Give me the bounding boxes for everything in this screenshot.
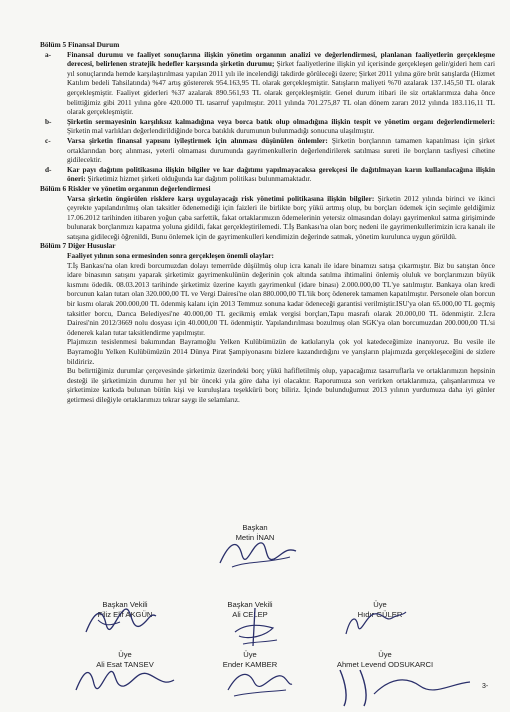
report-body <box>40 40 495 405</box>
member3-signature <box>220 662 296 702</box>
item-heading: Kar payı dağıtım politikasına ilişkin bilgiler ve kar dağıtımı yapılmayacaksa gerekçesi ile dağıtılmayan karın kullanılacağına ilişkin öneri: <box>67 164 495 184</box>
signer-title: Üye <box>118 650 132 659</box>
signer-title: Başkan <box>242 523 268 532</box>
section6-heading: Varsa şirketin öngörülen risklere karşı uygulayacağı risk yönetimi politikasına ilişkin bilgiler: <box>67 193 375 203</box>
item-heading: Şirketin sermayesinin karşılıksız kalmadığına veya borca batık olup olmadığına ilişkin tespit ve yönetim organı değerlendirmeleri: <box>67 116 495 126</box>
signer-title: Başkan Vekili <box>227 600 273 609</box>
item-label: d- <box>45 164 52 174</box>
section7-paragraph-1: T.İş Bankası'na olan kredi borcumuzdan dolayı temerrüde düşülmüş olup icra kanalı ile idare binamızı satışa çıkarmıştır. Biz bu satıştan önce idare binasının satışını yaparak şirketimiz gayrimenkulünün değerinin çok altında satılma ihtimalini önlemiş oluluk ve borçlarımızın büyük kısmını ödedik. 08.03.2013 tarihinde şirketimiz üzerine kayıtlı gayrimenkul (idare binası) 2.000.000,00 TL'ye satılmıştır. Bankaya olan kredi borcunun kalan tutarı olan 320.000,00 TL ve Vergi Dairesi'ne olan 880.000,00 TL'lik borç ödenerek tamamen kapatılmıştır. Personele olan borcun bir kısmı olarak 200.000,00 TL ödenmiş kalanı için 2013 Temmuz sonuna kadar ödeneceği garantisi verilmiştir.ISU'ya olan 65.000,00 TL geçmiş taksitler borcu, Darıca Belediyesi'ne 40.000,00 TL gecikmiş emlak vergisi borçları,Tapu masrafı olarak 20.000,00 TL ödenmiştir. 2.İcra Dairesi'nin 2012/3669 nolu dosyası için 40.000,00 TL ödenmiştir. Yapılandırılması bozulmuş olan SGK'ya olan borcumuzdan 200.000,00 TL'si ödenerek kalan tutar taksitlendirme yapılmıştır. <box>67 260 495 337</box>
vp1-signature <box>80 596 160 644</box>
item-label: a- <box>45 49 52 59</box>
signer-name: Metin İNAN <box>235 533 275 542</box>
section5-item-a <box>40 50 495 117</box>
section5-item-d <box>40 165 495 184</box>
member1-signature <box>340 604 410 644</box>
signer-title: Üye <box>373 600 387 609</box>
president-signature <box>212 533 302 575</box>
section6-title: Bölüm 6 Riskler ve yönetim organının değerlendirmesi <box>40 183 211 193</box>
section7-paragraph-2: Plajımızın tesislenmesi bakımından Bayramoğlu Yelken Kulübümüzün de katkılarıyla çok yol katedeceğimize inanıyoruz. Bu vesile ile Bayramoğlu Yelken Kulübümüzün 2014 Dünya Pirat Şampiyonasını bizlere kazandırdığını ve yarışların plajımızda gerçekleşeceğini de sizlere bildiririz. <box>67 337 495 366</box>
section6-text: Şirketin 2012 yılında birinci ve ikinci çeyrekte yapılandırılmış olan taksitler ödenemediği için faizleri ile birlikte borç yükü artmış olup, bu borçları ödemek için seçimle geldiğimiz 17.06.2012 tarihinden itibaren yoğun çaba sarfettik, fakat ortaklarımızın ödemelerinin yetersiz olmasından dolayı gayrimenkul satma girişiminde bulunarak borçlarımızı kapatma yoluna gidildi, fakat gerçekleştirilemedi. T.İş Bankası'na olan borç nedeni ile gayrimenkullerimizin icra kanalı ile satışına gidileceği öğrenildi, Bunu önlemek için de gayrimenkulleri kendimizin değerinde satmak, yönetim kurulunca uygun görüldü. <box>67 193 495 241</box>
signer-name: Ali Esat TANSEV <box>96 660 154 669</box>
signer-name: Ender KAMBER <box>222 660 278 669</box>
vp2-signature <box>225 606 285 652</box>
section5-title: Bölüm 5 Finansal Durum <box>40 40 120 49</box>
section7-heading: Faaliyet yılının sona ermesinden sonra gerçekleşen önemli olaylar: <box>67 251 274 261</box>
section5-item-c <box>40 136 495 165</box>
member2-signature <box>70 658 180 702</box>
signer-name: Filiz Elif AKGÜN <box>97 610 153 619</box>
item-label: b- <box>45 116 52 126</box>
signer-name: Ali CELEP <box>232 610 268 619</box>
signer-name: Hıdır GÜLER <box>357 610 403 619</box>
item-text: Şirketin mal varlıkları değerlendirildiğinde borca batıklık durumunun bulunmadığı sonucuna ulaşılmıştır. <box>67 126 375 136</box>
item-text: Şirketin borçlarının tamamen kapatılması için şirket ortaklarından borç alınması, yeterli olmaması durumunda gayrimenkullerin değerlendirilerek satılması sureti ile borçların tasfiyesi cihetine gidilecektir. <box>67 135 495 165</box>
item-label: c- <box>45 135 51 145</box>
section5-item-b <box>40 117 495 136</box>
section7-paragraph-3: Bu belirttiğimiz durumlar çerçevesinde şirketimiz üzerindeki borç yükü hafifletilmiş olup, yapacağımız tasarruflarla ve ortaklarımızın hepsinin desteği ile şirketimizin durumu her yıl bir önceki yıla göre daha iyi olacaktır. Raporumuza son verirken ortaklarımıza, çalışanlarımıza ve şirketimize katkıda bulunan bütün kişi ve kuruluşlara teşekkürü borç biliriz. İçinde bulunduğumuz 2013 yılının yurdumuza daha iyi günler getirmesi dileğiyle ortaklarımızı tekrar saygı ile selamlarız. <box>67 366 495 404</box>
member4-signature <box>330 664 480 708</box>
signer-title: Başkan Vekili <box>102 600 148 609</box>
signer-title: Üye <box>243 650 257 659</box>
item-heading: Varsa şirketin finansal yapısını iyileştirmek için alınması düşünülen önlemler: <box>67 135 328 145</box>
signer-title: Üye <box>378 650 392 659</box>
page-number: 3- <box>482 683 489 690</box>
item-text: Şirket faaliyetlerine ilişkin yıl içerisinde gerçekleşen gelir/gideri hem cari yıl sonuçlarında hemde karşılaştırılması yapılan 2011 yılı ile incelendiği takdirde görüleceği üzere; Şirket 2011 yılına göre brüt satışlarda (Hizmet Katılım bedeli Tahsilatında) %47 artış göstererek 954.163,95 TL olarak gerçekleşmiştir. Satışların maliyeti %70 azalarak 137.145,50 TL olarak gerçekleşmiştir. Faaliyet giderleri %37 azalarak 890.561,93 TL olarak gerçekleşmiştir. Genel durum itibari ile siz ortaklarımıza daha önce belittiğimiz gibi 2011 yılına göre 420.000 TL tasarruf yapılmıştır. 2011 yılında 701.275,87 TL olan dönem zararı 2012 yılında 183.116,11 TL olarak gerçekleşmiştir. <box>67 59 495 117</box>
item-heading: Finansal durumu ve faaliyet sonuçlarına ilişkin yönetim organının analizi ve değerlendirmesi, planlanan faaliyetlerin gerçekleşme derecesi, belirlenen stratejik hedefler karşısında şirketin durumu; <box>67 49 495 69</box>
item-text: Şirketimiz hizmet şirketi olduğunda kar dağıtım politikası bulunmamaktadır. <box>85 174 312 184</box>
section7-title: Bölüm 7 Diğer Hususlar <box>40 241 116 251</box>
signer-name: Ahmet Levend ODSUKARCI <box>336 660 434 669</box>
